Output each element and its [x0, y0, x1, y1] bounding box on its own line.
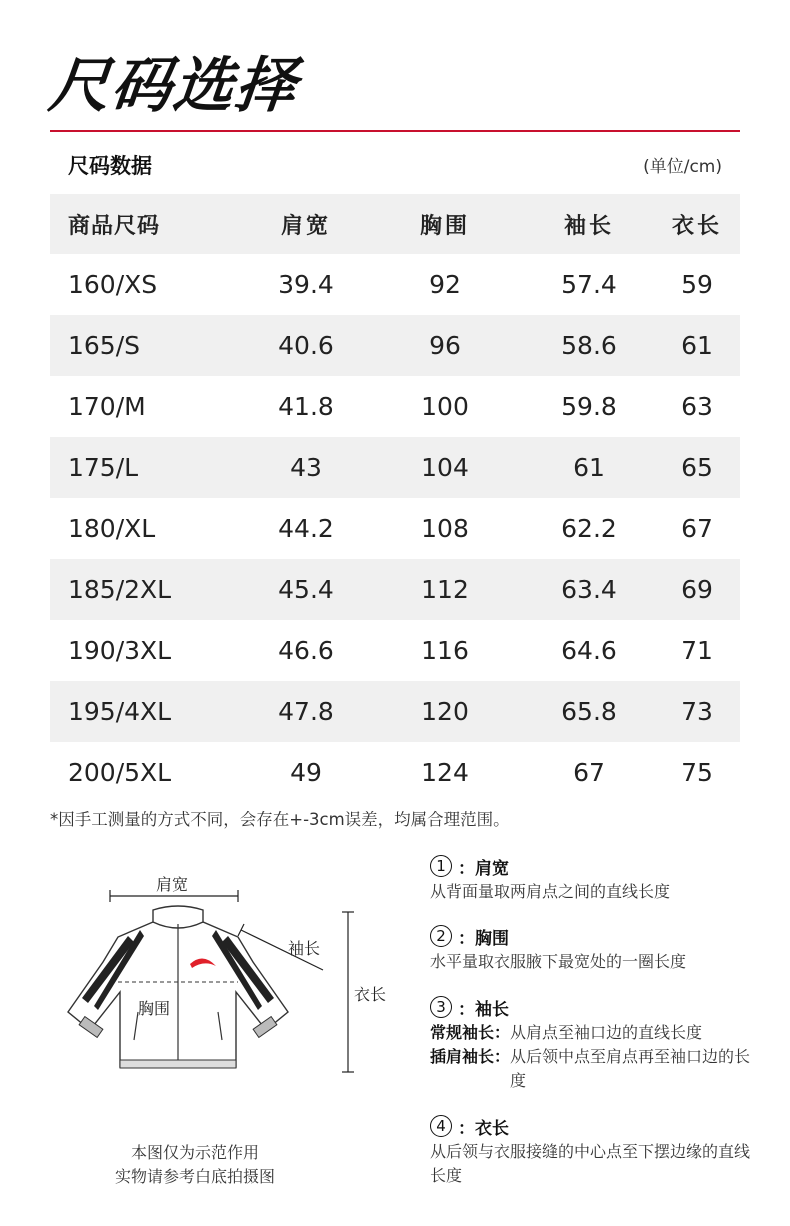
table-row: [50, 498, 740, 559]
legend-item-value: 从肩点至袖口边的直线长度: [510, 1023, 703, 1042]
cell-sleeve: 67: [573, 758, 605, 787]
cell-size: 160/XS: [68, 270, 158, 299]
cell-length: 65: [681, 453, 713, 482]
cell-size: 180/XL: [68, 514, 156, 543]
cell-length: 71: [681, 636, 713, 665]
section-title: 尺码数据: [68, 154, 152, 178]
table-row: [50, 742, 740, 803]
cell-size: 170/M: [68, 392, 146, 421]
cell-size: 195/4XL: [68, 697, 172, 726]
legend-text: 从背面量取两肩点之间的直线长度: [430, 882, 671, 901]
title-divider: [50, 130, 740, 132]
cell-chest: 104: [421, 453, 469, 482]
cell-shoulder: 44.2: [278, 514, 334, 543]
cell-chest: 124: [421, 758, 469, 787]
cell-size: 190/3XL: [68, 636, 172, 665]
cell-sleeve: 58.6: [561, 331, 617, 360]
cell-length: 63: [681, 392, 713, 421]
cell-shoulder: 39.4: [278, 270, 334, 299]
cell-length: 67: [681, 514, 713, 543]
cell-length: 69: [681, 575, 713, 604]
cell-shoulder: 40.6: [278, 331, 334, 360]
legend-title: ：肩宽: [458, 858, 509, 879]
header-sleeve: 袖长: [563, 213, 614, 239]
cell-shoulder: 41.8: [278, 392, 334, 421]
cell-sleeve: 62.2: [561, 514, 617, 543]
unit-label: (单位/cm): [643, 157, 722, 177]
cell-length: 73: [681, 697, 713, 726]
table-header-row: [50, 194, 740, 254]
cell-shoulder: 46.6: [278, 636, 334, 665]
caption-line-2: 实物请参考白底拍摄图: [114, 1167, 275, 1186]
legend-sleeve: [430, 993, 760, 1093]
legend-item: [430, 1021, 760, 1045]
legend-length: [430, 1112, 760, 1188]
cell-shoulder: 43: [290, 453, 322, 482]
cell-chest: 120: [421, 697, 469, 726]
number-circle-icon: 4: [430, 1115, 452, 1137]
chest-label: 胸围: [138, 999, 171, 1018]
cell-sleeve: 65.8: [561, 697, 617, 726]
cell-length: 61: [681, 331, 713, 360]
legend-item: [430, 1045, 760, 1093]
size-table: [50, 194, 740, 803]
header-chest: 胸围: [419, 213, 470, 239]
cell-sleeve: 59.8: [561, 392, 617, 421]
measurement-note: *因手工测量的方式不同，会存在+-3cm误差，均属合理范围。: [50, 810, 510, 829]
diagram-caption: [95, 1141, 295, 1189]
length-label: 衣长: [354, 985, 387, 1004]
cell-chest: 108: [421, 514, 469, 543]
cell-length: 59: [681, 270, 713, 299]
header-length: 衣长: [671, 213, 722, 239]
table-row: [50, 681, 740, 742]
table-row: [50, 559, 740, 620]
cell-sleeve: 61: [573, 453, 605, 482]
header-size: 商品尺码: [68, 213, 161, 239]
cell-size: 175/L: [68, 453, 139, 482]
shoulder-label: 肩宽: [156, 875, 189, 894]
table-row: [50, 376, 740, 437]
caption-line-1: 本图仅为示范作用: [130, 1143, 259, 1162]
cell-shoulder: 45.4: [278, 575, 334, 604]
cell-length: 75: [681, 758, 713, 787]
table-row: [50, 315, 740, 376]
legend-chest: [430, 922, 760, 974]
legend-text: 水平量取衣服腋下最宽处的一圈长度: [430, 952, 687, 971]
jacket-illustration: [58, 862, 398, 1092]
number-circle-icon: 1: [430, 855, 452, 877]
cell-shoulder: 47.8: [278, 697, 334, 726]
legend-title: ：袖长: [458, 999, 509, 1020]
header-shoulder: 肩宽: [280, 213, 331, 239]
legend-item-key: 常规袖长：: [430, 1023, 511, 1042]
cell-sleeve: 63.4: [561, 575, 617, 604]
cell-size: 185/2XL: [68, 575, 172, 604]
number-circle-icon: 2: [430, 925, 452, 947]
table-row: [50, 620, 740, 681]
cell-chest: 100: [421, 392, 469, 421]
table-row: [50, 437, 740, 498]
cell-size: 165/S: [68, 331, 141, 360]
cell-shoulder: 49: [290, 758, 322, 787]
number-circle-icon: 3: [430, 996, 452, 1018]
table-row: [50, 254, 740, 315]
legend-item-key: 插肩袖长：: [430, 1047, 511, 1066]
cell-chest: 92: [429, 270, 461, 299]
page-title: 尺码选择: [45, 51, 302, 121]
cell-size: 200/5XL: [68, 758, 172, 787]
cell-chest: 96: [429, 331, 461, 360]
cell-chest: 116: [421, 636, 469, 665]
legend-text: 从后领与衣服接缝的中心点至下摆边缘的直线长度: [430, 1142, 751, 1185]
legend-title: ：衣长: [458, 1118, 509, 1139]
jacket-diagram: [58, 862, 398, 1092]
cell-sleeve: 64.6: [561, 636, 617, 665]
legend-shoulder: [430, 852, 760, 904]
sleeve-label: 袖长: [288, 939, 321, 958]
legend-title: ：胸围: [458, 928, 509, 949]
cell-sleeve: 57.4: [561, 270, 617, 299]
legend-item-value: 从后领中点至肩点再至袖口边的长度: [510, 1047, 751, 1090]
cell-chest: 112: [421, 575, 469, 604]
